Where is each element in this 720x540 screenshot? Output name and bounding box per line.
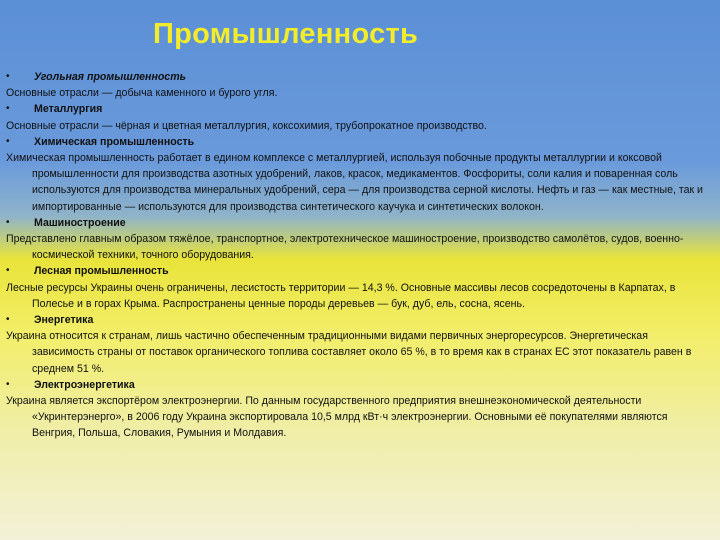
slide-title: Промышленность [153,18,419,50]
section-text-machinery: Представлено главным образом тяжёлое, транспортное, электротехническое машиностроение, производство самолётов, судов, военно-космической техники, точного оборудования. [6,233,684,262]
slide-content [6,69,708,442]
section-text-energy: Украина относится к странам, лишь частично обеспеченным традиционными видами первичных энергоресурсов. Энергетическая зависимость страны от поставок органического топлива составляет около 65 %, в то время как в странах ЕС этот показатель равен в среднем 51 %. [6,330,692,375]
section-heading-forestry [6,263,708,279]
section-text-chemical: Химическая промышленность работает в едином комплексе с металлургией, используя побочные продукты металлургии и коксовой промышленности для производства азотных удобрений, лаков, красок, медикаментов. Фосфориты, соли калия и поваренная соль используются для производства минеральных удобрений, сера — для производства серной кислоты. Нефть и газ — как местные, так и импортированные — используются для производства синтетического каучука и синтетических волокон. [6,152,703,213]
section-heading-label: Энергетика [34,314,94,327]
bullet-icon: • [6,71,10,82]
bullet-icon: • [6,216,10,228]
section-heading-metallurgy [6,101,708,117]
section-heading-label: Машиностроение [34,216,126,229]
section-heading-label: Электроэнергетика [34,378,135,391]
section-heading-label: Металлургия [34,103,103,116]
section-heading-label: Лесная промышленность [34,265,169,278]
section-heading-label: Угольная промышленность [34,71,186,83]
bullet-icon: • [6,135,10,147]
section-text-forestry: Лесные ресурсы Украины очень ограничены, лесистость территории — 14,3 %. Основные массивы лесов сосредоточены в Карпатах, в Полесье и в горах Крыма. Распространены ценные породы деревьев — бук, дуб, ель, сосна, ясень. [6,281,676,310]
bullet-icon: • [6,378,10,390]
section-heading-coal [6,69,708,85]
section-text-coal: Основные отрасли — добыча каменного и бурого угля. [6,87,278,100]
bullet-icon: • [6,103,10,115]
bullet-icon: • [6,314,10,326]
section-heading-electricity [6,377,708,393]
bullet-icon: • [6,265,10,277]
section-heading-label: Химическая промышленность [34,135,195,148]
section-heading-energy [6,312,708,328]
section-heading-chemical [6,134,708,150]
section-text-metallurgy: Основные отрасли — чёрная и цветная металлургия, коксохимия, трубопрокатное производство. [6,119,487,132]
section-text-electricity: Украина является экспортёром электроэнергии. По данным государственного предприятия внешнеэкономической деятельности «Укринтерэнерго», в 2006 году Украина экспортировала 10,5 млрд кВт·ч электроэнергии. Основными её покупателями являются Венгрия, Польша, Словакия, Румыния и Молдавия. [6,395,668,440]
section-heading-machinery [6,215,708,231]
